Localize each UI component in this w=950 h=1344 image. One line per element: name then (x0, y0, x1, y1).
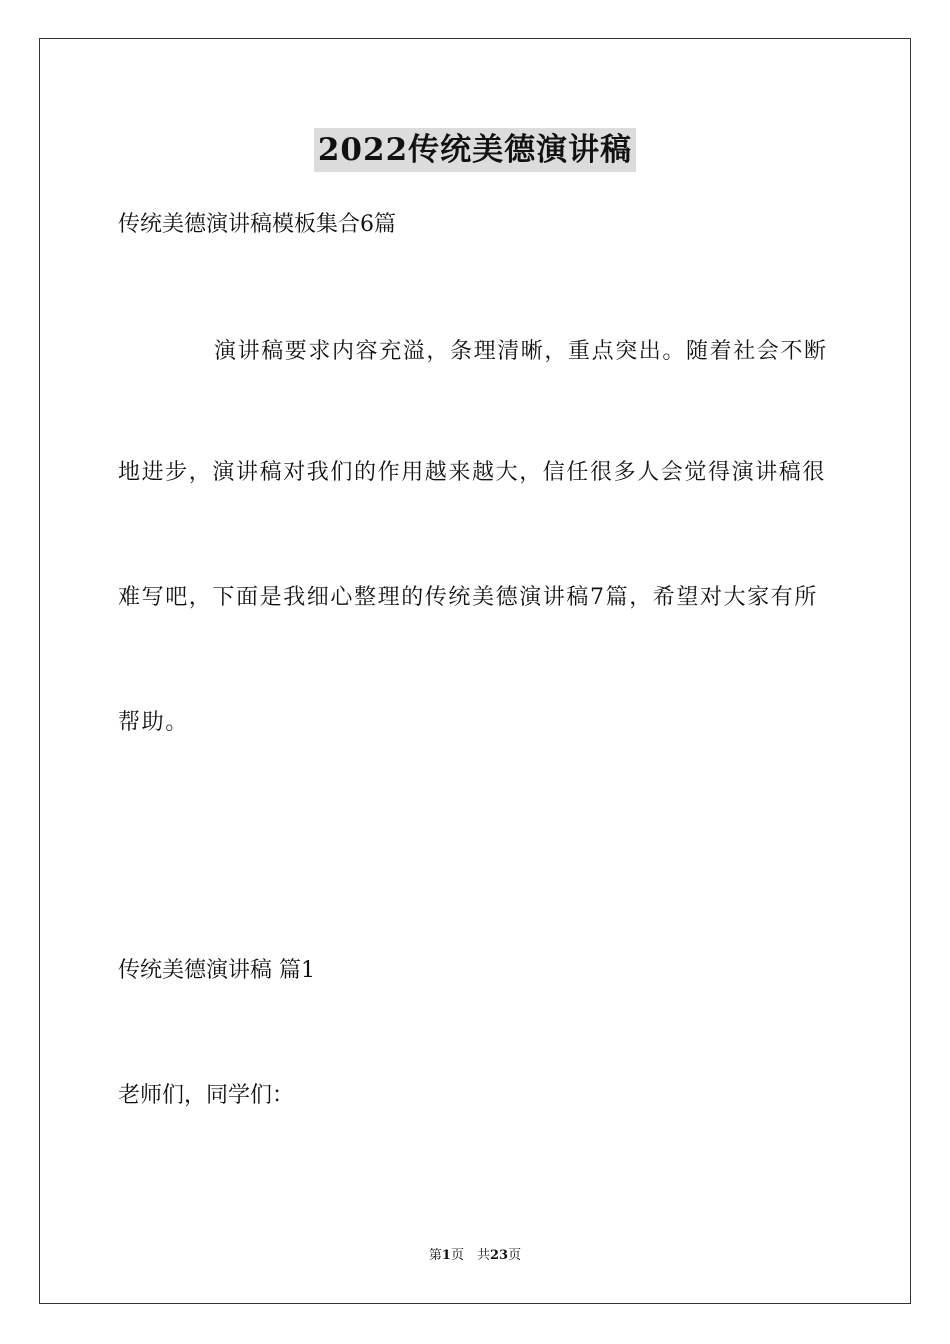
footer-page-mid: 页 共 (450, 1248, 490, 1263)
intro-line-4: 帮助。 (118, 710, 189, 735)
footer-page-suffix: 页 (508, 1248, 522, 1263)
document-title-wrap (0, 128, 950, 172)
document-title: 2022传统美德演讲稿 (314, 128, 636, 172)
document-subtitle: 传统美德演讲稿模板集合6篇 (118, 212, 396, 237)
intro-line-1: 演讲稿要求内容充溢，条理清晰，重点突出。随着社会不断 (214, 339, 828, 364)
page-footer (0, 1247, 950, 1265)
footer-total-pages: 23 (489, 1248, 509, 1263)
footer-page-prefix: 第 (428, 1248, 442, 1263)
footer-page-number: 1 (441, 1248, 451, 1263)
intro-line-2: 地进步，演讲稿对我们的作用越来越大，信任很多人会觉得演讲稿很 (118, 460, 827, 485)
salutation: 老师们，同学们： (118, 1083, 295, 1108)
section-heading: 传统美德演讲稿 篇1 (118, 958, 315, 983)
intro-line-3: 难写吧，下面是我细心整理的传统美德演讲稿7篇，希望对大家有所 (118, 585, 818, 610)
